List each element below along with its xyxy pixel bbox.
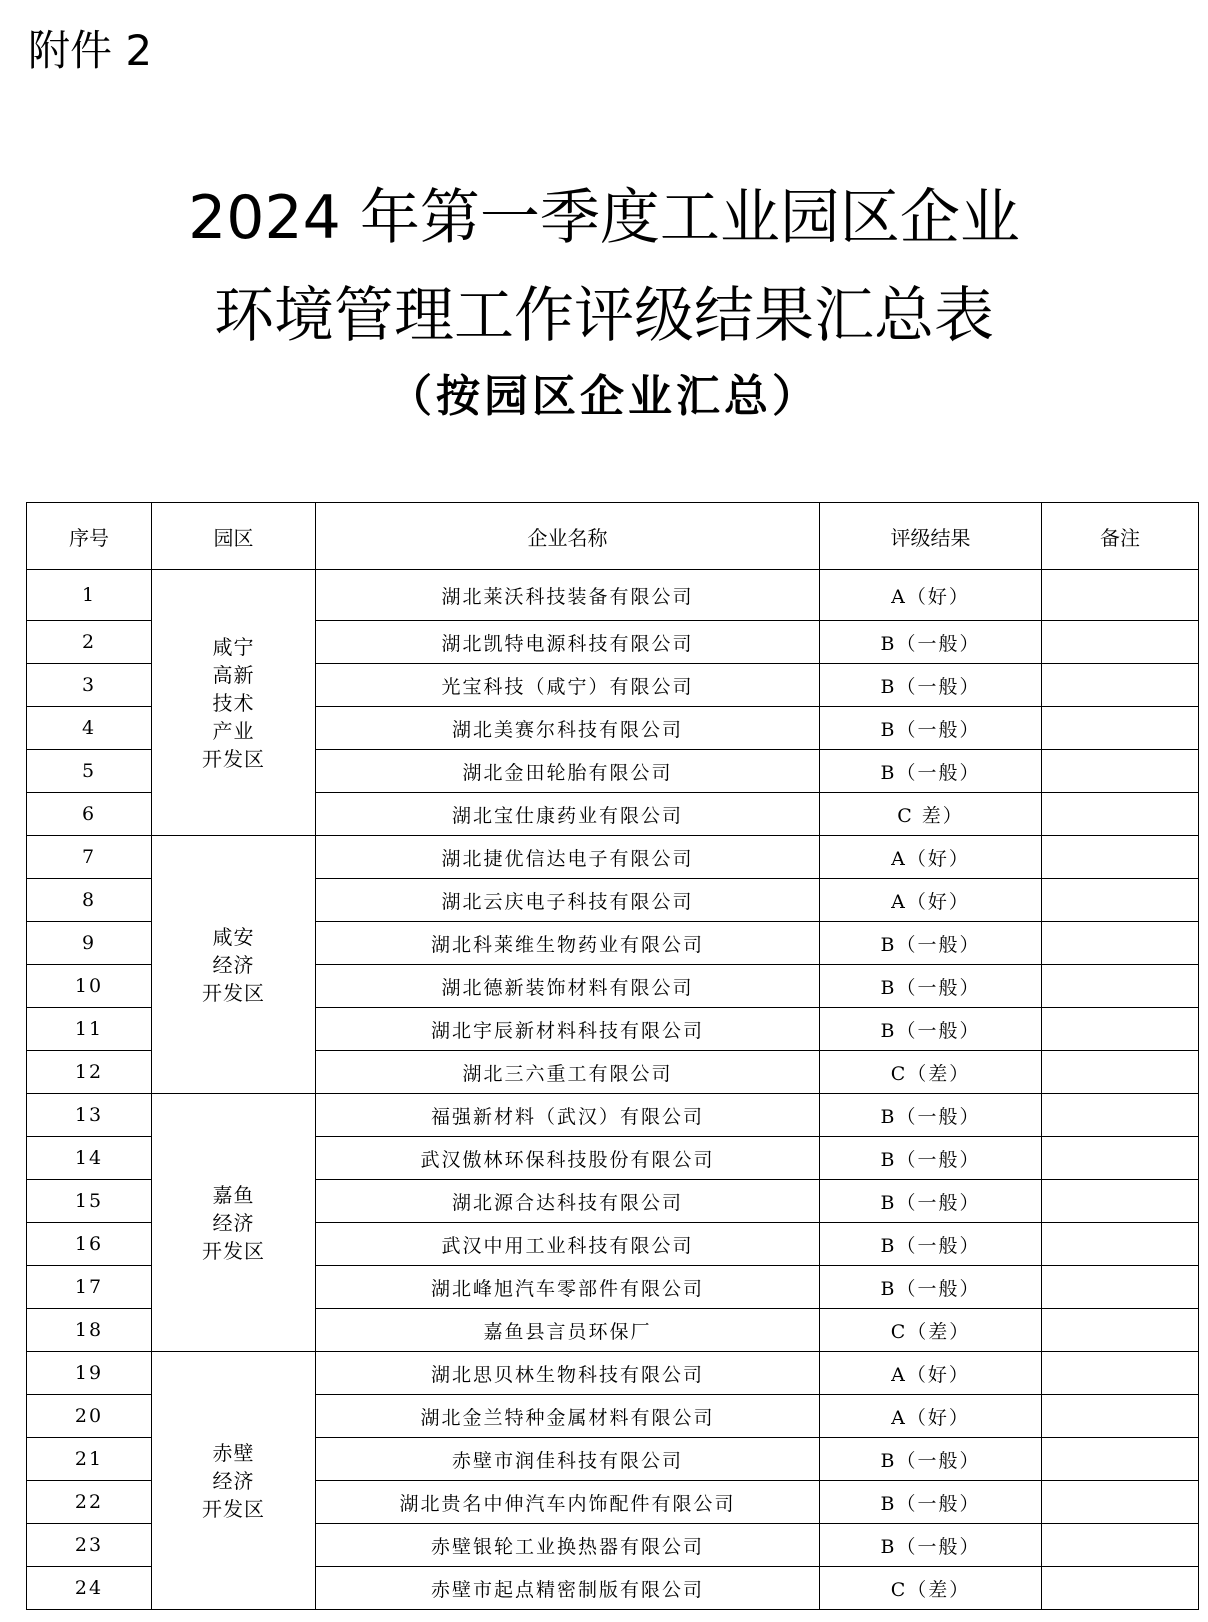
note-cell xyxy=(1042,1137,1199,1180)
row-index: 12 xyxy=(27,1051,152,1094)
rating-result: A（好） xyxy=(820,570,1042,621)
note-cell xyxy=(1042,570,1199,621)
row-index: 14 xyxy=(27,1137,152,1180)
park-name-line: 产业 xyxy=(212,718,255,743)
park-name-line: 开发区 xyxy=(202,746,265,771)
note-cell xyxy=(1042,750,1199,793)
note-cell xyxy=(1042,1180,1199,1223)
company-name: 武汉傲林环保科技股份有限公司 xyxy=(316,1137,820,1180)
company-name: 湖北捷优信达电子有限公司 xyxy=(316,836,820,879)
company-name: 赤壁市起点精密制版有限公司 xyxy=(316,1567,820,1610)
company-name: 光宝科技（咸宁）有限公司 xyxy=(316,664,820,707)
park-cell xyxy=(152,836,316,1094)
row-index: 21 xyxy=(27,1438,152,1481)
header-index: 序号 xyxy=(27,503,152,570)
park-name-line: 技术 xyxy=(212,690,255,715)
park-name-line: 高新 xyxy=(212,662,255,687)
rating-result: B（一般） xyxy=(820,1223,1042,1266)
note-cell xyxy=(1042,1395,1199,1438)
row-index: 5 xyxy=(27,750,152,793)
company-name: 湖北贵名中伸汽车内饰配件有限公司 xyxy=(316,1481,820,1524)
row-index: 7 xyxy=(27,836,152,879)
park-cell xyxy=(152,1094,316,1352)
company-name: 湖北源合达科技有限公司 xyxy=(316,1180,820,1223)
rating-table xyxy=(26,502,1199,1610)
note-cell xyxy=(1042,1008,1199,1051)
company-name: 湖北三六重工有限公司 xyxy=(316,1051,820,1094)
rating-result: A（好） xyxy=(820,1352,1042,1395)
rating-result: B（一般） xyxy=(820,1266,1042,1309)
park-cell xyxy=(152,570,316,836)
rating-result: A（好） xyxy=(820,879,1042,922)
row-index: 2 xyxy=(27,621,152,664)
rating-result: A（好） xyxy=(820,836,1042,879)
rating-result: C（差） xyxy=(820,1309,1042,1352)
rating-result: B（一般） xyxy=(820,621,1042,664)
table-row xyxy=(27,570,1199,621)
note-cell xyxy=(1042,1524,1199,1567)
company-name: 湖北凯特电源科技有限公司 xyxy=(316,621,820,664)
row-index: 24 xyxy=(27,1567,152,1610)
table-row xyxy=(27,1094,1199,1137)
company-name: 湖北宝仕康药业有限公司 xyxy=(316,793,820,836)
note-cell xyxy=(1042,664,1199,707)
row-index: 1 xyxy=(27,570,152,621)
row-index: 8 xyxy=(27,879,152,922)
rating-result: C 差） xyxy=(820,793,1042,836)
rating-result: B（一般） xyxy=(820,1094,1042,1137)
note-cell xyxy=(1042,1438,1199,1481)
note-cell xyxy=(1042,1094,1199,1137)
company-name: 湖北宇辰新材料科技有限公司 xyxy=(316,1008,820,1051)
table-body xyxy=(27,570,1199,1610)
row-index: 17 xyxy=(27,1266,152,1309)
park-name-line: 经济 xyxy=(212,1210,255,1235)
note-cell xyxy=(1042,621,1199,664)
company-name: 湖北德新装饰材料有限公司 xyxy=(316,965,820,1008)
park-name-line: 开发区 xyxy=(202,1496,265,1521)
note-cell xyxy=(1042,836,1199,879)
company-name: 湖北科莱维生物药业有限公司 xyxy=(316,922,820,965)
rating-result: B（一般） xyxy=(820,922,1042,965)
rating-result: B（一般） xyxy=(820,1137,1042,1180)
company-name: 赤壁市润佳科技有限公司 xyxy=(316,1438,820,1481)
park-cell xyxy=(152,1352,316,1610)
row-index: 18 xyxy=(27,1309,152,1352)
note-cell xyxy=(1042,793,1199,836)
row-index: 10 xyxy=(27,965,152,1008)
rating-result: C（差） xyxy=(820,1567,1042,1610)
note-cell xyxy=(1042,879,1199,922)
rating-result: B（一般） xyxy=(820,750,1042,793)
company-name: 湖北峰旭汽车零部件有限公司 xyxy=(316,1266,820,1309)
row-index: 6 xyxy=(27,793,152,836)
park-name-line: 经济 xyxy=(212,952,255,977)
park-name-line: 咸安 xyxy=(212,924,255,949)
rating-result: B（一般） xyxy=(820,707,1042,750)
header-company: 企业名称 xyxy=(316,503,820,570)
note-cell xyxy=(1042,965,1199,1008)
rating-result: B（一般） xyxy=(820,664,1042,707)
note-cell xyxy=(1042,707,1199,750)
company-name: 湖北金田轮胎有限公司 xyxy=(316,750,820,793)
company-name: 湖北金兰特种金属材料有限公司 xyxy=(316,1395,820,1438)
row-index: 19 xyxy=(27,1352,152,1395)
company-name: 湖北美赛尔科技有限公司 xyxy=(316,707,820,750)
row-index: 16 xyxy=(27,1223,152,1266)
note-cell xyxy=(1042,1051,1199,1094)
rating-result: B（一般） xyxy=(820,965,1042,1008)
page-title-line2: 环境管理工作评级结果汇总表 xyxy=(214,281,994,351)
company-name: 湖北莱沃科技装备有限公司 xyxy=(316,570,820,621)
company-name: 武汉中用工业科技有限公司 xyxy=(316,1223,820,1266)
note-cell xyxy=(1042,922,1199,965)
park-name-line: 嘉鱼 xyxy=(212,1182,255,1207)
row-index: 3 xyxy=(27,664,152,707)
park-name-line: 赤壁 xyxy=(212,1440,255,1465)
rating-result: B（一般） xyxy=(820,1008,1042,1051)
header-note: 备注 xyxy=(1042,503,1199,570)
company-name: 湖北云庆电子科技有限公司 xyxy=(316,879,820,922)
park-name-line: 开发区 xyxy=(202,980,265,1005)
row-index: 11 xyxy=(27,1008,152,1051)
company-name: 湖北思贝林生物科技有限公司 xyxy=(316,1352,820,1395)
note-cell xyxy=(1042,1309,1199,1352)
park-name-line: 咸宁 xyxy=(212,634,255,659)
table-row xyxy=(27,1352,1199,1395)
note-cell xyxy=(1042,1481,1199,1524)
table-row xyxy=(27,836,1199,879)
note-cell xyxy=(1042,1266,1199,1309)
rating-result: B（一般） xyxy=(820,1180,1042,1223)
company-name: 嘉鱼县言员环保厂 xyxy=(316,1309,820,1352)
row-index: 15 xyxy=(27,1180,152,1223)
rating-result: C（差） xyxy=(820,1051,1042,1094)
header-park: 园区 xyxy=(152,503,316,570)
header-rating: 评级结果 xyxy=(820,503,1042,570)
page-title-line1: 2024 年第一季度工业园区企业 xyxy=(188,183,1020,253)
rating-result: B（一般） xyxy=(820,1438,1042,1481)
row-index: 20 xyxy=(27,1395,152,1438)
row-index: 9 xyxy=(27,922,152,965)
park-name-line: 经济 xyxy=(212,1468,255,1493)
row-index: 4 xyxy=(27,707,152,750)
rating-result: B（一般） xyxy=(820,1481,1042,1524)
note-cell xyxy=(1042,1567,1199,1610)
page-subtitle: （按园区企业汇总） xyxy=(388,371,820,422)
company-name: 福强新材料（武汉）有限公司 xyxy=(316,1094,820,1137)
table-header-row xyxy=(27,503,1199,570)
note-cell xyxy=(1042,1352,1199,1395)
row-index: 13 xyxy=(27,1094,152,1137)
park-name-line: 开发区 xyxy=(202,1238,265,1263)
note-cell xyxy=(1042,1223,1199,1266)
rating-result: B（一般） xyxy=(820,1524,1042,1567)
company-name: 赤壁银轮工业换热器有限公司 xyxy=(316,1524,820,1567)
attachment-label: 附件 2 xyxy=(28,26,153,75)
rating-result: A（好） xyxy=(820,1395,1042,1438)
row-index: 22 xyxy=(27,1481,152,1524)
row-index: 23 xyxy=(27,1524,152,1567)
